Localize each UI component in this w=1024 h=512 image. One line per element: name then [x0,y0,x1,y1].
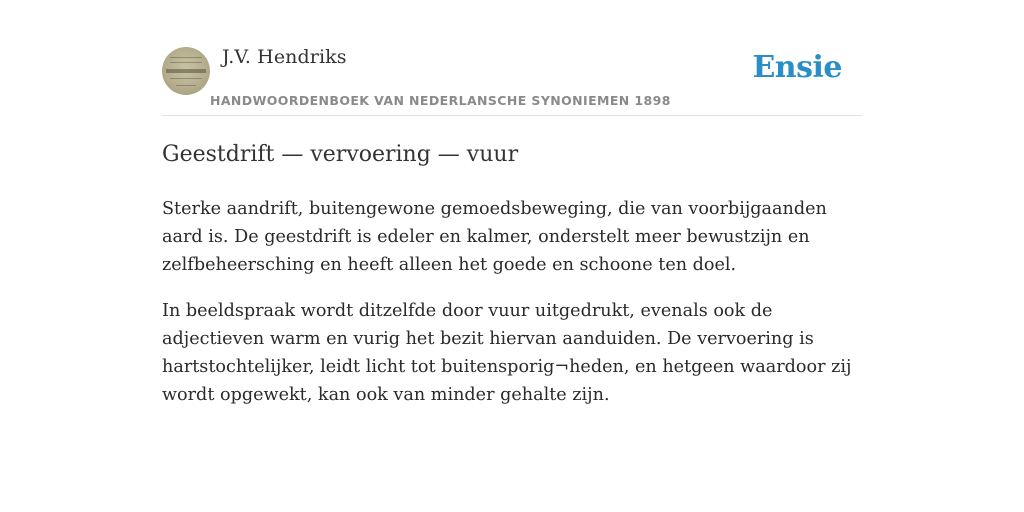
cover-decoration [166,69,206,73]
entry-paragraph: Sterke aandrift, buitengewone gemoedsbeweging, die van voorbijgaanden aard is. De geestdrift is edeler en kalmer, onderstelt meer bewustzijn en zelfbeheersching en heeft alleen het goede en schoone ten doel. [162,199,827,275]
cover-decoration [170,57,202,58]
entry-card [162,44,862,409]
source-title[interactable]: HANDWOORDENBOEK VAN NEDERLANSCHE SYNONIEMEN 1898 [210,93,671,108]
book-cover-avatar[interactable] [162,47,210,95]
entry-header [162,44,862,116]
entry-paragraph: In beeldspraak wordt ditzelfde door vuur uitgedrukt, evenals ook de adjectieven warm en vurig het bezit hiervan aanduiden. De vervoering is hartstochtelijker, leidt licht tot buitensporig¬heden, en hetgeen waardoor zij wordt opgewekt, kan ook van minder gehalte zijn. [162,301,852,405]
cover-decoration [170,78,202,79]
cover-decoration [176,85,196,86]
ensie-logo[interactable]: Ensie [752,50,842,85]
author-name[interactable]: J.V. Hendriks [222,46,347,68]
cover-decoration [170,62,202,63]
entry-title: Geestdrift — vervoering — vuur [162,142,519,167]
